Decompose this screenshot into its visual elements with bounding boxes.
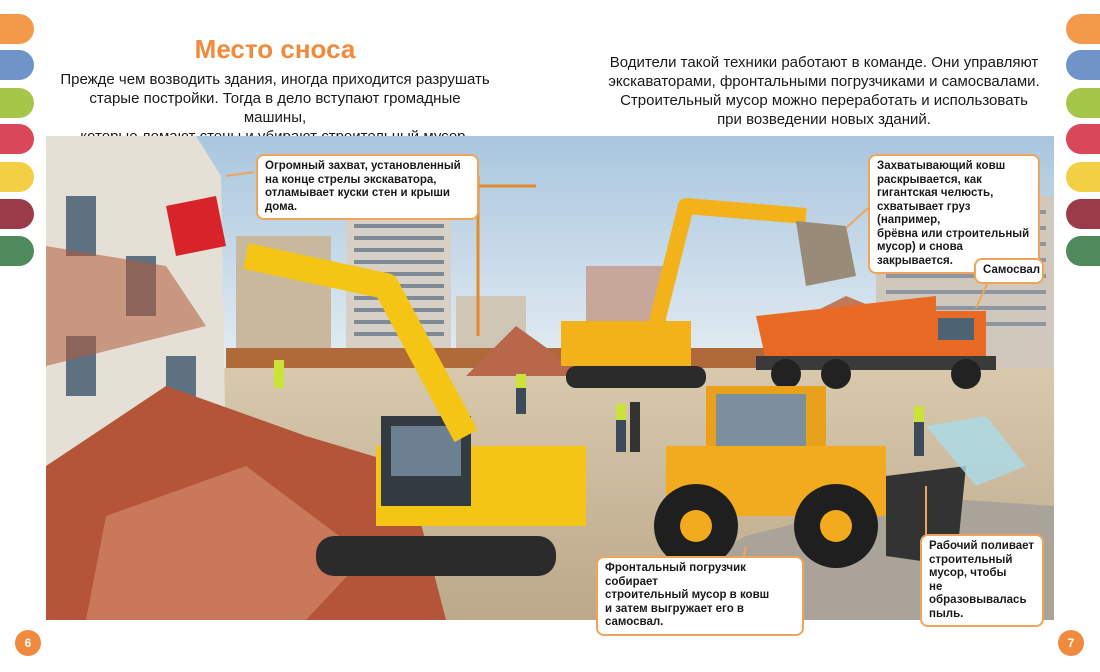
callout-wheel-loader	[596, 556, 804, 636]
callout-line: Фронтальный погрузчик собирает	[605, 562, 746, 588]
tab-maroon	[1066, 199, 1100, 229]
tab-blue	[1066, 50, 1100, 80]
callout-line: не образовывалась	[929, 580, 1027, 606]
intro-line: Водители такой техники работают в команде. Они управляют	[609, 54, 1039, 71]
callout-line: Огромный захват, установленный	[265, 160, 461, 172]
intro-text-left	[60, 70, 490, 146]
page-title: Место сноса	[194, 34, 356, 64]
tab-orange	[0, 14, 34, 44]
tab-green	[0, 88, 34, 118]
tab-yellow	[0, 162, 34, 192]
intro-line: при возведении новых зданий.	[717, 111, 931, 128]
tab-green	[1066, 88, 1100, 118]
callout-line: строительный	[929, 553, 1013, 566]
callout-excavator-grab	[256, 154, 479, 220]
tab-maroon	[0, 199, 34, 229]
callout-line: мусор, чтобы	[929, 567, 1007, 579]
tab-red	[0, 124, 34, 154]
intro-line: старые постройки. Тогда в дело вступают громадные машины,	[89, 90, 461, 126]
intro-line: Прежде чем возводить здания, иногда приходится разрушать	[60, 71, 490, 88]
callout-line: гигантская челюсть,	[877, 187, 994, 199]
intro-line: экскаваторами, фронтальными погрузчиками и самосвалами.	[608, 73, 1040, 90]
callout-line: мусор) и снова закрывается.	[877, 241, 963, 267]
demolition-illustration	[46, 136, 1054, 628]
intro-line: Строительный мусор можно переработать и использовать	[620, 92, 1028, 109]
callout-line: Самосвал	[983, 264, 1041, 276]
tab-red	[1066, 124, 1100, 154]
tab-blue	[0, 50, 34, 80]
tab-orange	[1066, 14, 1100, 44]
callout-dump-truck	[974, 258, 1044, 284]
page-number-right: 7	[1058, 630, 1084, 656]
callout-line: схватывает груз (например,	[877, 200, 971, 226]
callout-line: и затем выгружает его в самосвал.	[605, 602, 744, 628]
callout-line: пыль.	[929, 607, 964, 620]
tab-darkgreen	[1066, 236, 1100, 266]
callout-line: раскрывается, как	[877, 173, 982, 186]
tab-yellow	[1066, 162, 1100, 192]
callout-line: Захватывающий ковш	[877, 160, 1006, 172]
page-number-left: 6	[15, 630, 41, 656]
callout-line: Рабочий поливает	[929, 540, 1035, 552]
tab-darkgreen	[0, 236, 34, 266]
callout-grab-bucket	[868, 154, 1040, 274]
intro-text-right	[608, 53, 1040, 129]
callout-worker	[920, 534, 1044, 627]
callout-line: строительный мусор в ковш	[605, 589, 770, 601]
callout-line: на конце стрелы экскаватора,	[265, 173, 437, 186]
callout-line: брёвна или строительный	[877, 227, 1030, 240]
callout-line: отламывает куски стен и крыши дома.	[265, 187, 450, 213]
